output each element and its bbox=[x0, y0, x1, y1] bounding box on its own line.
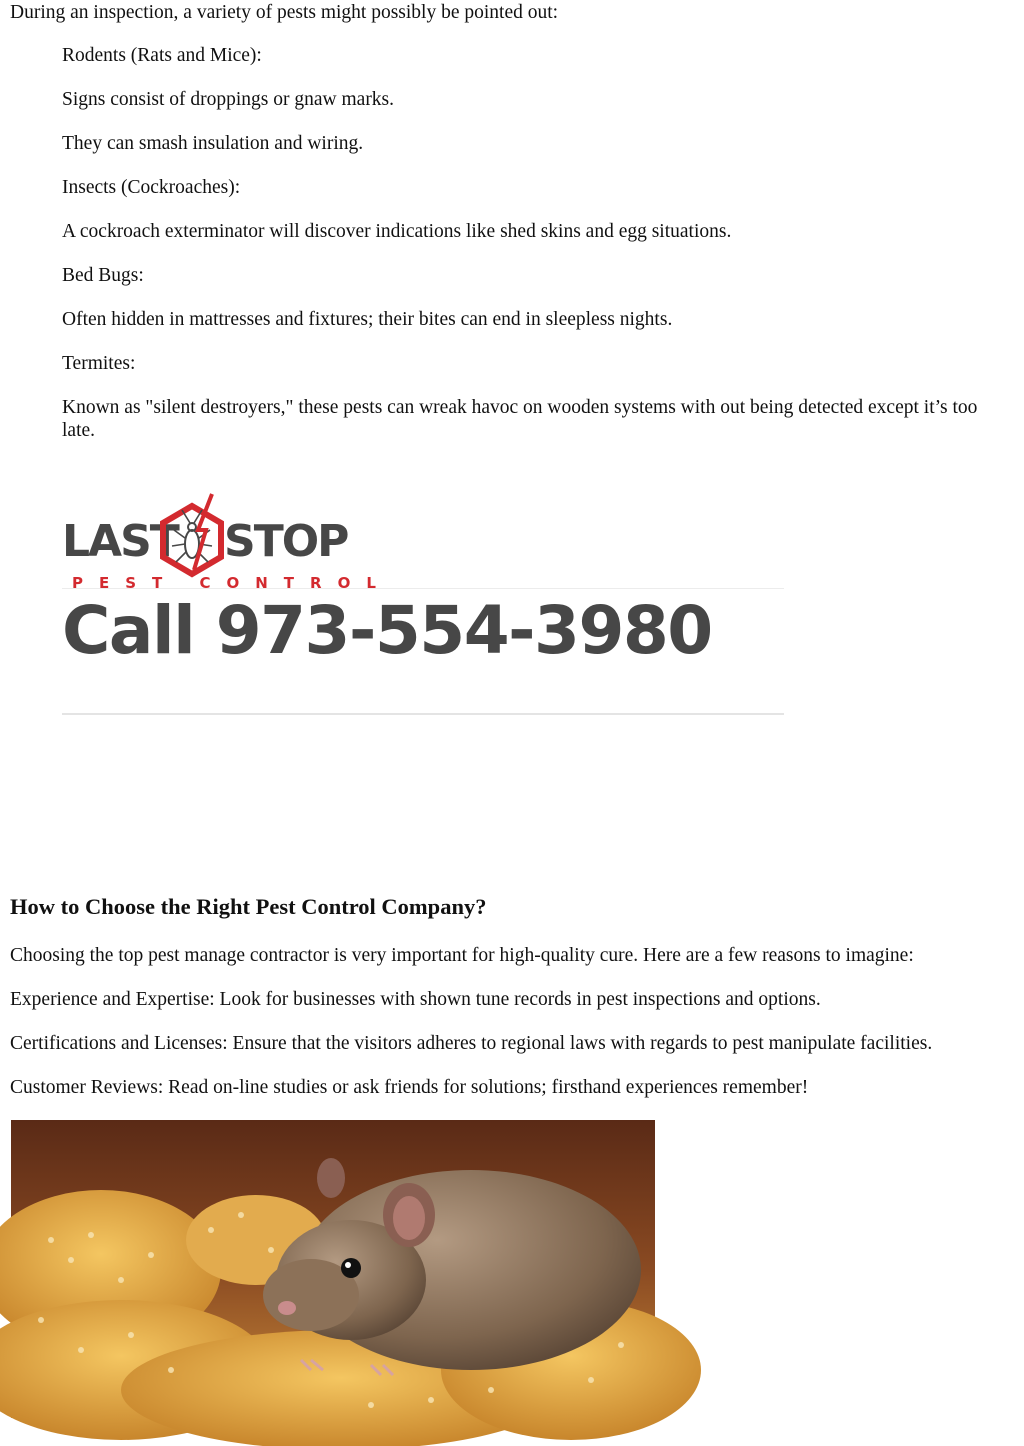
bedbugs-title: Bed Bugs: bbox=[62, 265, 144, 286]
call-banner[interactable] bbox=[62, 478, 784, 714]
bedbugs-line-1: Often hidden in mattresses and fixtures; their bites can end in sleepless nights. bbox=[62, 309, 673, 330]
termites-line-1: Known as "silent destroyers," these pests can wreak havoc on wooden systems with out being detected except it’s too late. bbox=[62, 397, 978, 441]
banner-divider-bottom bbox=[62, 713, 784, 715]
termites-title: Termites: bbox=[62, 353, 136, 374]
mouse-photo bbox=[11, 1120, 655, 1418]
intro-text: During an inspection, a variety of pests might possibly be pointed out: bbox=[10, 2, 559, 23]
call-phone-number[interactable]: Call 973-554-3980 bbox=[62, 592, 712, 669]
section-intro: Choosing the top pest manage contractor is very important for high-quality cure. Here are a few reasons to imagine: bbox=[10, 945, 914, 966]
logo-word-right: STOP bbox=[224, 516, 348, 567]
rodents-line-2: They can smash insulation and wiring. bbox=[62, 133, 364, 154]
section-heading: How to Choose the Right Pest Control Company? bbox=[10, 894, 487, 919]
logo-word-left: LAST bbox=[62, 516, 178, 567]
section-item-experience: Experience and Expertise: Look for businesses with shown tune records in pest inspections and options. bbox=[10, 989, 821, 1010]
insects-title: Insects (Cockroaches): bbox=[62, 177, 241, 198]
logo-subtitle: PEST CONTROL bbox=[72, 574, 392, 592]
insects-line-1: A cockroach exterminator will discover indications like shed skins and egg situations. bbox=[62, 221, 732, 242]
rodents-title: Rodents (Rats and Mice): bbox=[62, 45, 262, 66]
section-item-reviews: Customer Reviews: Read on-line studies or ask friends for solutions; firsthand experiences remember! bbox=[10, 1077, 809, 1098]
last-stop-logo bbox=[62, 496, 392, 592]
mouse-on-bread-photo-icon bbox=[11, 1120, 655, 1418]
rodents-line-1: Signs consist of droppings or gnaw marks. bbox=[62, 89, 395, 110]
section-item-certifications: Certifications and Licenses: Ensure that the visitors adheres to regional laws with regards to pest manipulate facilities. bbox=[10, 1033, 933, 1054]
